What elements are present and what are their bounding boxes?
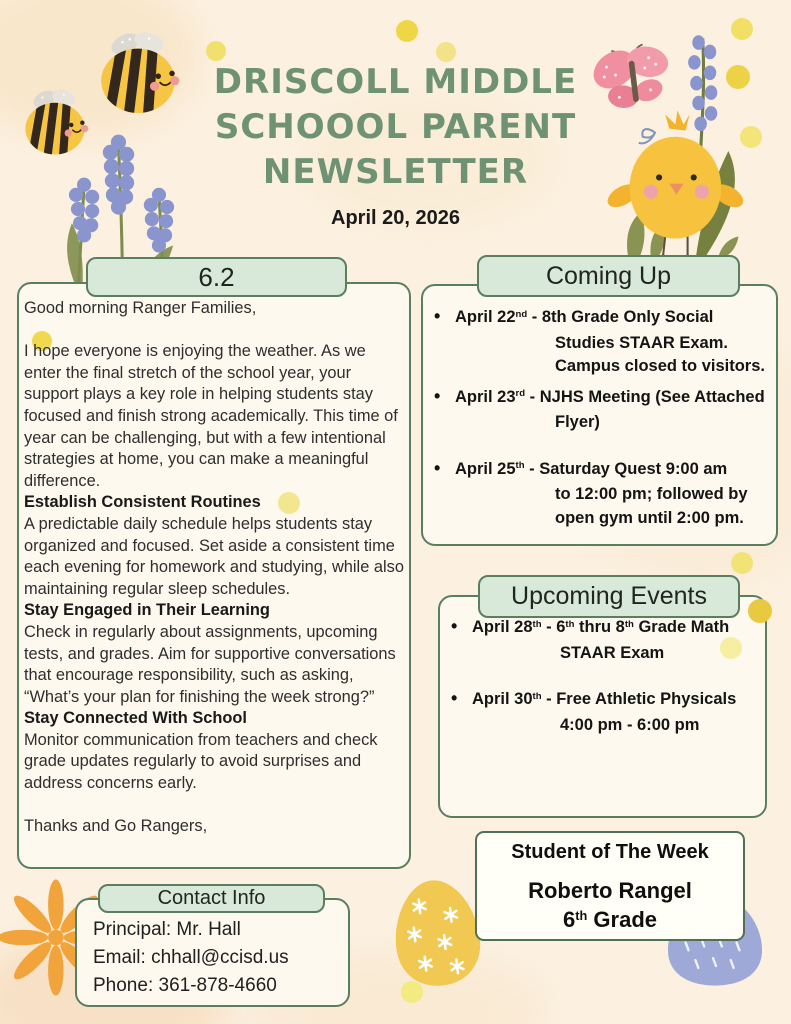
title-line: NEWSLETTER: [262, 152, 529, 192]
event-line: April 30th - Free Athletic Physicals: [472, 690, 737, 708]
message-paragraph: Check in regularly about assignments, upcoming tests, and grades. Aim for supportive conversations that encourage responsibility, such as asking, “What’s your plan for finishing the week strong?”: [24, 622, 396, 706]
contact-line: Phone: 361-878-4660: [93, 975, 277, 996]
event-item: [421, 306, 778, 379]
message-heading: Establish Consistent Routines: [24, 493, 261, 512]
event-line: STAAR Exam: [560, 643, 665, 662]
student-of-week: [475, 831, 745, 938]
coming-up-tab: Coming Up: [477, 255, 740, 297]
event-line: April 23rd - NJHS Meeting (See Attached: [455, 387, 765, 406]
upcoming-events-list: [438, 616, 767, 744]
confetti-dot-icon: [731, 552, 753, 574]
confetti-dot-icon: [726, 65, 750, 89]
confetti-dot-icon: [401, 981, 423, 1003]
event-line: open gym until 2:00 pm.: [555, 508, 744, 527]
event-item: [438, 688, 767, 737]
message-tab: 6.2: [86, 257, 347, 297]
contact-info-tab: Contact Info: [98, 884, 325, 913]
title-line: DRISCOLL MIDDLE: [213, 62, 578, 102]
event-item: [421, 458, 778, 531]
confetti-dot-icon: [206, 41, 226, 61]
newsletter-title: [0, 60, 791, 195]
confetti-dot-icon: [436, 42, 456, 62]
event-line: April 25th - Saturday Quest 9:00 am: [455, 459, 728, 478]
newsletter-date: April 20, 2026: [331, 207, 460, 229]
message-paragraph: I hope everyone is enjoying the weather. As we enter the final stretch of the school year, your support plays a key role in helping students stay focused and finish strong academically. This time of year can be challenging, but with a few intentional strategies at home, you can make a meaningful difference.: [24, 342, 398, 490]
message-heading: Stay Engaged in Their Learning: [24, 601, 270, 620]
event-item: [438, 616, 767, 665]
student-grade: 6th Grade: [563, 907, 657, 932]
paragraph-spacer: [24, 795, 407, 817]
message-heading: Stay Connected With School: [24, 709, 247, 728]
easter-egg-yellow-icon: [387, 874, 486, 993]
confetti-dot-icon: [740, 126, 762, 148]
message-paragraph: A predictable daily schedule helps students stay organized and focused. Set aside a consistent time each evening for homework and studying, while also maintaining regular sleep schedules.: [24, 514, 404, 598]
event-line: April 28th - 6th thru 8th Grade Math: [472, 618, 730, 636]
event-line: 4:00 pm - 6:00 pm: [560, 715, 700, 734]
message-body: [17, 282, 411, 838]
confetti-dot-icon: [396, 20, 418, 42]
paragraph-spacer: [24, 320, 407, 342]
event-line: Studies STAAR Exam.: [555, 333, 728, 352]
student-name: Roberto Rangel: [528, 878, 692, 903]
bullet-icon: •: [451, 616, 458, 636]
event-line: April 22nd - 8th Grade Only Social: [455, 308, 714, 326]
student-of-week-title: Student of The Week: [511, 841, 709, 863]
message-paragraph: Monitor communication from teachers and check grade updates regularly to avoid surprises and address concerns early.: [24, 730, 378, 793]
contact-line: Principal: Mr. Hall: [93, 919, 241, 940]
bullet-icon: •: [434, 385, 441, 406]
bullet-icon: •: [451, 688, 458, 708]
contact-line: Email: chhall@ccisd.us: [93, 947, 289, 968]
confetti-dot-icon: [731, 18, 753, 40]
title-line: SCHOOOL PARENT: [214, 107, 577, 147]
contact-lines: [93, 916, 289, 1000]
message-paragraph: Thanks and Go Rangers,: [24, 817, 208, 836]
event-line: Campus closed to visitors.: [555, 357, 765, 375]
event-line: Flyer): [555, 413, 600, 431]
upcoming-events-tab: Upcoming Events: [478, 575, 740, 618]
coming-up-list: [421, 306, 778, 537]
message-paragraph: Good morning Ranger Families,: [24, 299, 257, 317]
bullet-icon: •: [434, 457, 441, 478]
event-line: to 12:00 pm; followed by: [555, 485, 748, 503]
event-item: [421, 386, 778, 435]
bullet-icon: •: [434, 306, 441, 326]
